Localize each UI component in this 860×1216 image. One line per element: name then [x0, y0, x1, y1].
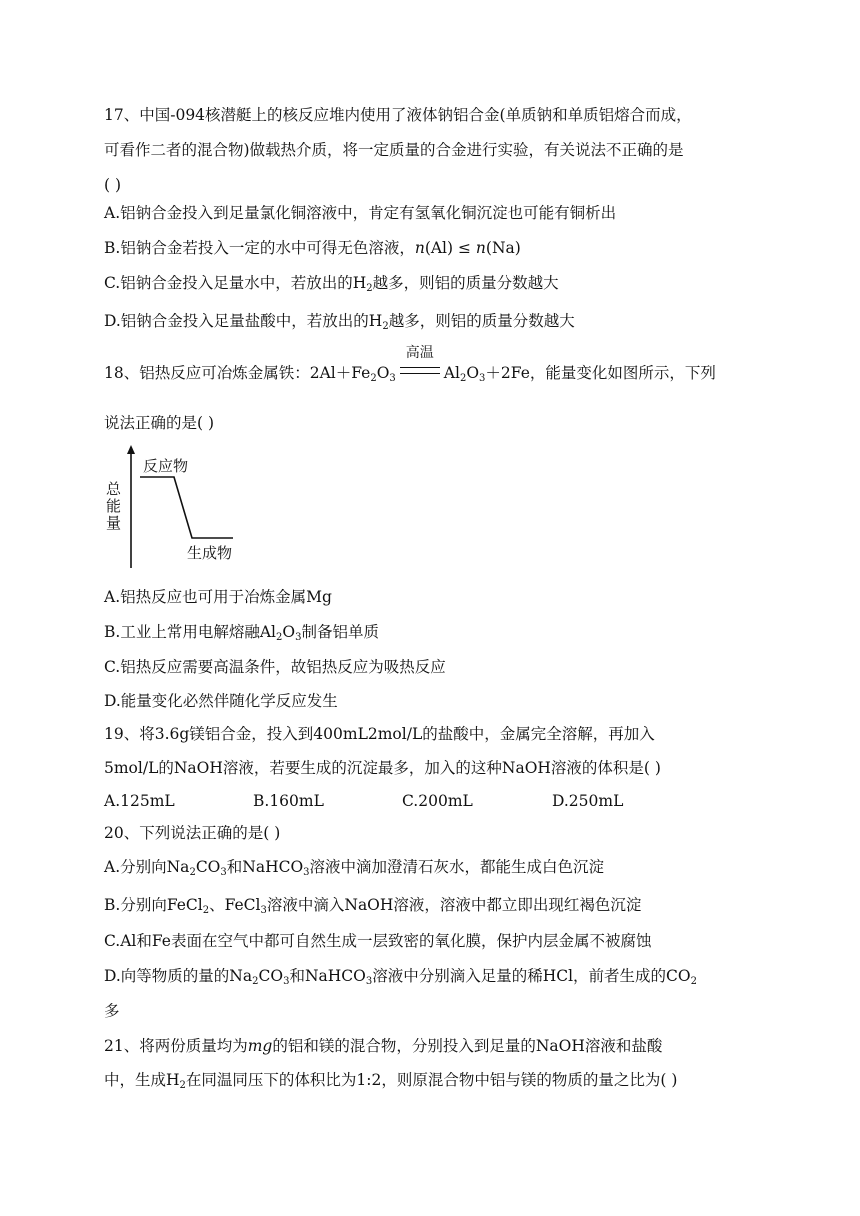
q17-option-a: A.铝钠合金投入到足量氯化铜溶液中，肯定有氢氧化铜沉淀也可能有铜析出 [104, 204, 617, 222]
q18-option-c: C.铝热反应需要高温条件，故铝热反应为吸热反应 [104, 658, 446, 676]
q20-option-c: C.Al和Fe表面在空气中都可自然生成一层致密的氧化膜，保护内层金属不被腐蚀 [104, 932, 652, 950]
q20-option-d: D.向等物质的量的$Na_2CO_3$和NaHCO$_3$溶液中分别滴入足量的稀HCl，前者生成的$CO_2$ [104, 967, 697, 987]
q17-line1: 17、中国-094核潜艇上的核反应堆内使用了液体钠铝合金(单质钠和单质铝熔合而成， [104, 106, 692, 124]
q17-option-d: D.铝钠合金投入足量盐酸中，若放出的$H_2$越多，则铝的质量分数越大 [104, 312, 575, 332]
energy-diagram [96, 444, 256, 574]
ylabel-1: 总 [106, 480, 122, 498]
q21-line1: 21、将两份质量均为mg的铝和镁的混合物，分别投入到足量的NaOH溶液和盐酸 [104, 1037, 663, 1055]
ylabel-2: 能 [106, 497, 122, 515]
reactant-label: 反应物 [143, 457, 189, 475]
product-label: 生成物 [187, 544, 233, 562]
q18-line2: 说法正确的是( ) [104, 414, 215, 432]
q20-stem: 20、下列说法正确的是( ) [104, 824, 281, 842]
q17-option-b: B.铝钠合金若投入一定的水中可得无色溶液，n(Al) ≤ n(Na) [104, 239, 521, 257]
q20-option-b: B.分别向FeCl$_2$、FeCl$_3$溶液中滴入NaOH溶液，溶液中都立即出现红褐色沉淀 [104, 896, 642, 916]
energy-curve [140, 477, 233, 538]
q20-option-a: A.分别向$Na_2CO_3$和NaHCO$_3$溶液中滴加澄清石灰水，都能生成白色沉淀 [104, 858, 605, 878]
q21-line2: 中，生成$H_2$在同温同压下的体积比为1:2，则原混合物中铝与镁的物质的量之比为( ) [104, 1071, 678, 1091]
q19-line2: 5mol/L的NaOH溶液，若要生成的沉淀最多，加入的这种NaOH溶液的体积是( ) [104, 759, 661, 777]
q19-option-a: A.125mL [104, 792, 175, 810]
q19-option-d: D.250mL [552, 792, 624, 810]
q18-option-b: B.工业上常用电解熔融$Al_2O_3$制备铝单质 [104, 623, 379, 643]
q19-line1: 19、将3.6g镁铝合金，投入到400mL2mol/L的盐酸中，金属完全溶解，再加入 [104, 725, 655, 743]
ylabel-3: 量 [106, 514, 122, 532]
q17-line3: ( ) [104, 176, 122, 194]
q17-line2: 可看作二者的混合物)做载热介质，将一定质量的合金进行实验，有关说法不正确的是 [104, 141, 684, 159]
reaction-condition: 高温 [400, 362, 440, 384]
q19-options [104, 790, 623, 812]
q20-option-d-cont: 多 [104, 1002, 120, 1020]
q18-stem: 18、铝热反应可冶炼金属铁：$2Al+Fe_2O_3$ 高温 $Al_2O_3+2Fe$，能量变化如图所示，下列 [104, 345, 716, 384]
y-axis-arrow [127, 445, 135, 454]
q18-option-d: D.能量变化必然伴随化学反应发生 [104, 692, 338, 710]
q18-option-a: A.铝热反应也可用于冶炼金属Mg [104, 588, 332, 606]
q19-option-c: C.200mL [402, 792, 473, 810]
q19-option-b: B.160mL [253, 792, 324, 810]
q17-option-c: C.铝钠合金投入足量水中，若放出的$H_2$越多，则铝的质量分数越大 [104, 274, 559, 294]
